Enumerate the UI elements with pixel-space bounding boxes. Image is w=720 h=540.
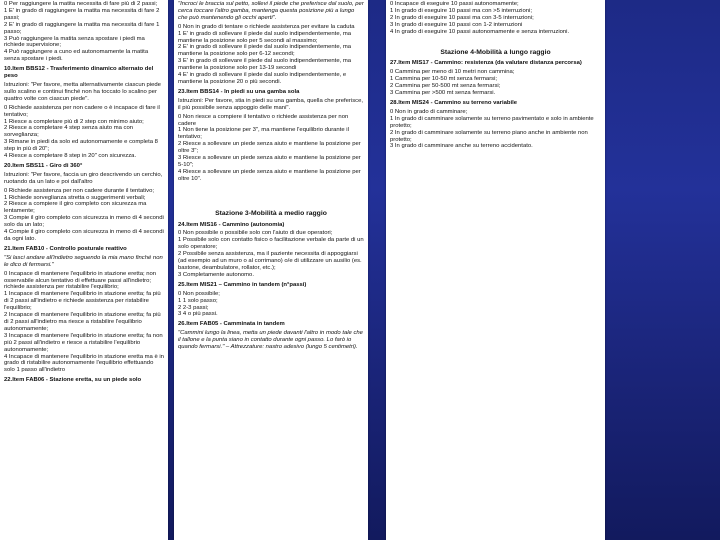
- text-block: 0 Non possibile o possibile solo con l'aiuto di due operatori; 1 Possibile solo con contatto fisico o facilitazione verbale da parte di un solo operatore; 2 Possibile senza assistenza, ma il paziente necessita di appoggiarsi (ad esempio ad un muro o al corrimano) o/e di utilizzare un ausilio (es. bastone, deambulatore, rollator, etc.); 3 Completamente autonomo.: [178, 230, 364, 278]
- item-heading: 22.Item FAB06 - Stazione eretta, su un piede solo: [4, 377, 142, 384]
- item-heading: 23.Item BBS14 - In piedi su una gamba sola: [178, 88, 300, 95]
- document-page-right: [386, 0, 605, 540]
- item-heading: 10.Item BBS12 - Trasferimento dinamico alternato del peso: [4, 66, 154, 80]
- text-block: 0 Per raggiungere la matita necessita di fare più di 2 passi; 1 E' in grado di raggiungere la matita ma necessita di fare 2 passi; 2 E' in grado di raggiungere la matita ma necessita di fare 1 passo; 3 Può raggiungere la matita senza spostare i piedi ma richiede supervisione; 4 Può raggiungere a cuno ed autonomamente la matita senza spostare i piedi.: [4, 1, 160, 63]
- section-title: Stazione 4-Mobilità a lungo raggio: [440, 48, 551, 56]
- item-heading: 26.Item FAB05 - Camminata in tandem: [178, 321, 285, 328]
- item-heading: 21.Item FAB10 - Controllo posturale reattivo: [4, 245, 127, 252]
- text-block: Istruzioni: Per favore, stia in piedi su una gamba, quella che preferisce, il più possibile senza appoggio delle mani".: [178, 97, 364, 111]
- item-heading: 20.Item SBS11 - Giro di 360°: [4, 162, 83, 169]
- document-page-left: [0, 0, 168, 540]
- text-block: 0 Non riesce a compiere il tentativo o richiede assistenza per non cadere 1 Non tiene la posizione per 3", ma mantiene l'equilibrio durante il tentativo; 2 Riesce a sollevare un piede senza aiuto e mantiene la posizione per oltre 3"; 3 Riesce a sollevare un piede senza aiuto e mantiene la posizione per 5-10"; 4 Riesce a sollevare un piede senza aiuto e mantiene la posizione per oltre 10".: [178, 113, 361, 182]
- instruction-text: "Cammini lungo la linea, metta un piede davanti l'altro in modo tale che il tallone e la punta siano in contatto durante ogni passo. Lo farò io quando fermarsi." – Attrezzature: nastro adesivo (lungo 5 centimetri).: [178, 330, 363, 351]
- section-title: Stazione 3-Mobilità a medio raggio: [215, 209, 327, 217]
- text-block: Istruzioni: "Per favore, metta alternativamente ciascun piede sullo scalino e continui finché non ha toccato lo scalino per quattro volte con ciascun piede".: [4, 81, 161, 102]
- item-heading: 25.Item MIS21 – Cammino in tandem (n°passi): [178, 281, 307, 288]
- text-block: 0 Richiede assistenza per non cadere durante il tentativo; 1 Richiede sorveglianza stretta o suggerimenti verbali; 2 Riesce a compiere il giro completo con sicurezza ma lentamente; 3 Compie il giro completo con sicurezza in meno di 4 secondi solo da un lato; 4 Compie il giro completo con sicurezza in meno di 4 secondi da ogni lato.: [4, 187, 164, 242]
- text-block: 0 Non in grado di tentare o richiede assistenza per evitare la caduta 1 E' in grado di sollevare il piede dal suolo indipendentemente, ma mantiene la posizione solo per 5 secondi al massimo; 2 E' in grado di sollevare il piede dal suolo indipendentemente, ma mantiene la posizione solo per 6-12 secondi; 3 E' in grado di sollevare il piede dal suolo indipendentemente, ma mantiene la posizione solo per 13-19 secondi 4 E' in grado di sollevare il piede dal suolo indipendentemente, e mantiene la posizione 20 o più secondi.: [178, 23, 355, 85]
- item-heading: 24.Item MIS16 - Cammino (autonomia): [178, 221, 285, 228]
- instruction-text: "Incroci le braccia sul petto, sollevi il piede che preferisce dal suolo, per cerca toccare l'altro gamba, mantenga questa posizione più a lungo che può mantenendo gli occhi aperti".: [178, 1, 364, 21]
- text-block: 0 Non in grado di camminare; 1 In grado di camminare solamente su terreno pavimentato e solo in ambiente protetto; 2 In grado di camminare solamente su terreno piano anche in ambiente non protetto; 3 In grado di camminare anche su terreno accidentato.: [390, 108, 594, 150]
- text-block: 0 Non possibile; 1 1 solo passo; 2 2-3 passi; 3 4 o più passi.: [178, 290, 220, 318]
- instruction-text: "Si lasci andare all'indietro seguendo la mia mano finché non le dico di fermarsi.": [4, 254, 163, 268]
- item-heading: 28.Item MIS24 - Cammino su terreno variabile: [390, 99, 518, 106]
- document-page-middle: [174, 0, 368, 540]
- item-heading: 27.Item MIS17 - Cammino: resistenza (da valutare distanza percorsa): [390, 60, 582, 67]
- text-block: Istruzioni: "Per favore, faccia un giro descrivendo un cerchio, ruotando da un lato e poi dall'altro: [4, 171, 163, 185]
- text-block: 0 Cammina per meno di 10 metri non cammina; 1 Cammina per 10-50 mt senza fermarsi; 2 Cammina per 50-500 mt senza fermarsi; 3 Cammina per >500 mt senza fermarsi.: [390, 69, 515, 97]
- text-block: 0 Incapace di mantenere l'equilibrio in stazione eretta; non osservabile alcun tentativo di effettuare passi all'indietro; richiede assistenza per ristabilire l'equilibrio; 1 Incapace di mantenere l'equilibrio in stazione eretta; fa più di 2 passi all'indietro e richiede assistenza per ristabilire l'equilibrio; 2 Incapace di mantenere l'equilibrio in stazione eretta; fa più di 2 passi all'indietro ma riesce a ristabilire l'equilibrio autonomamente; 3 Incapace di mantenere l'equilibrio in stazione eretta; fa non più 2 passi all'indietro e riesce a ristabilire l'equilibrio autonomamente; 4 Incapace di mantenere l'equilibrio in stazione eretta ma è in grado di ristabilire autonomamente l'equilibrio effettuando solo 1 passo all'indietro: [4, 270, 164, 374]
- text-block: 0 Richiede assistenza per non cadere o è incapace di fare il tentativo; 1 Riesce a completare più di 2 step con minimo aiuto; 2 Riesce a completare 4 step senza aiuto ma con sorveglianza; 3 Rimane in piedi da solo ed autonomamente e completa 8 step in più di 20"; 4 Riesce a completare 8 step in 20" con sicurezza.: [4, 104, 160, 160]
- text-block: 0 Incapace di eseguire 10 passi autonomamente; 1 In grado di eseguire 10 passi ma con >5 interruzioni; 2 In grado di eseguire 10 passi ma con 3-5 interruzioni; 3 In grado di eseguire 10 passi con 1-2 interruzioni 4 In grado di eseguire 10 passi autonomamente e senza interruzioni.: [390, 1, 570, 35]
